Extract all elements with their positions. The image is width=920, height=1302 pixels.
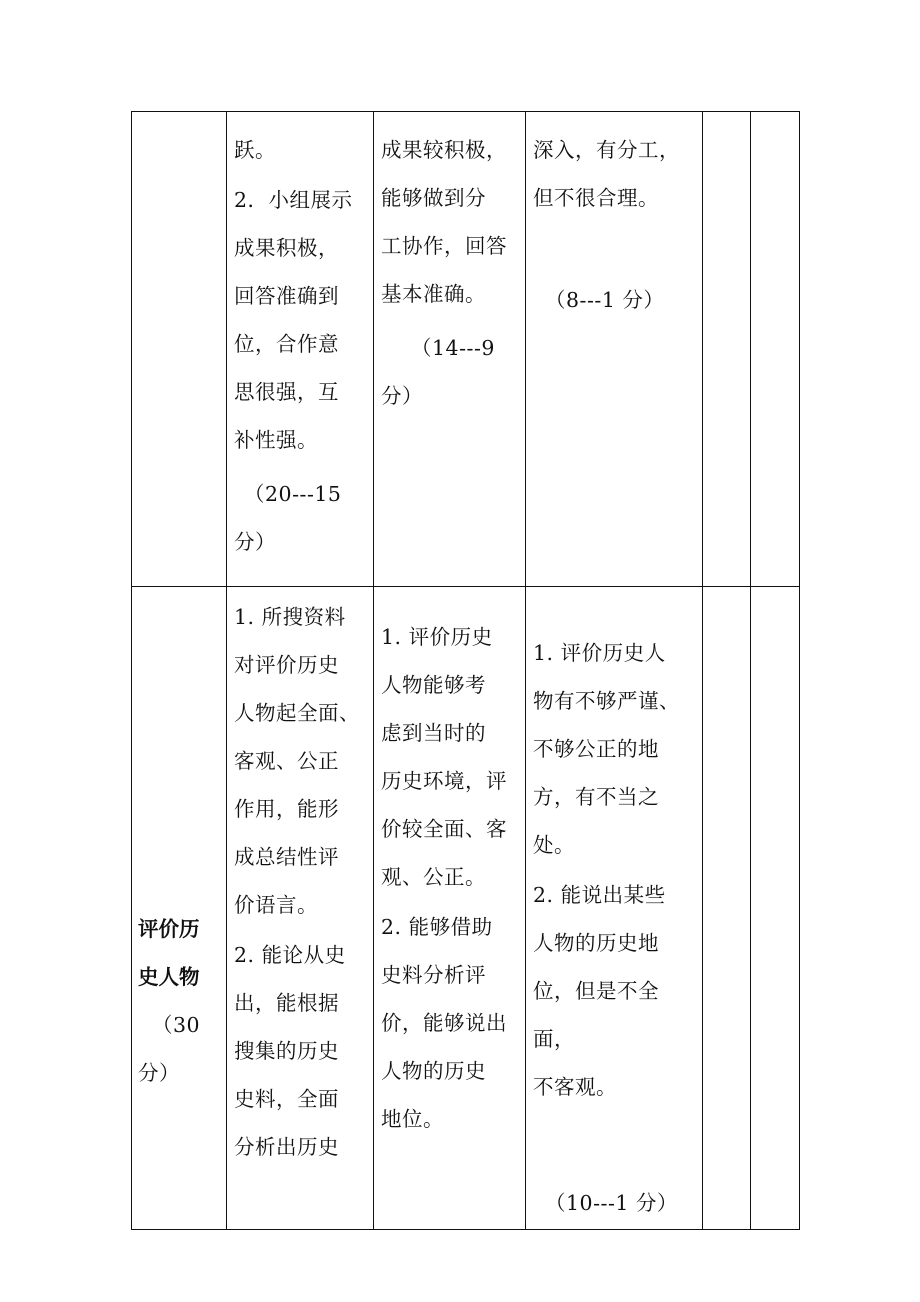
criterion-label-cell xyxy=(132,587,227,1230)
text-line: 人物起全面、 xyxy=(234,701,360,725)
fair-cell xyxy=(526,587,703,1230)
text-line: 人物的历史地 xyxy=(533,931,659,955)
fair-cell xyxy=(526,112,703,587)
text-line: 人物能够考 xyxy=(381,673,486,697)
text-line: 位，合作意 xyxy=(234,332,339,356)
excellent-cell xyxy=(227,112,374,587)
text-line: 跃。 xyxy=(234,138,276,162)
table-row xyxy=(132,587,800,1230)
text-line: 人物的历史 xyxy=(381,1059,486,1083)
score-range: （8---1 分） xyxy=(545,288,665,312)
text-line: 2．小组展示 xyxy=(234,188,353,212)
text-line: 补性强。 xyxy=(234,428,318,452)
good-cell xyxy=(374,112,526,587)
label-cell-empty xyxy=(132,112,227,587)
text-line: 不够公正的地 xyxy=(533,737,659,761)
score-unit: 分） xyxy=(381,384,423,408)
text-line: 思很强，互 xyxy=(234,380,339,404)
criterion-points-unit: 分） xyxy=(138,1061,180,1085)
text-line: 方，有不当之处。 xyxy=(533,785,659,857)
criterion-title: 评价历 xyxy=(138,917,200,941)
criterion-title: 史人物 xyxy=(138,965,200,989)
empty-cell xyxy=(703,587,751,1230)
score-unit: 分） xyxy=(234,530,276,554)
text-line: 出，能根据 xyxy=(234,991,339,1015)
text-line: 位，但是不全面， xyxy=(533,979,659,1051)
text-line: 价较全面、客 xyxy=(381,817,507,841)
text-line: 基本准确。 xyxy=(381,282,486,306)
text-line: 价，能够说出 xyxy=(381,1011,507,1035)
empty-cell xyxy=(703,112,751,587)
criterion-points: （30 xyxy=(152,1013,201,1037)
text-line: 2. 能说出某些 xyxy=(533,883,666,907)
text-line: 搜集的历史 xyxy=(234,1039,339,1063)
text-line: 但不很合理。 xyxy=(533,186,659,210)
text-line: 虑到当时的 xyxy=(381,721,486,745)
text-line: 分析出历史 xyxy=(234,1135,339,1159)
text-line: 对评价历史 xyxy=(234,653,339,677)
excellent-cell xyxy=(227,587,374,1230)
text-line: 不客观。 xyxy=(533,1075,617,1099)
text-line: 能够做到分 xyxy=(381,186,486,210)
score-range: （14---9 xyxy=(411,336,495,360)
text-line: 回答准确到 xyxy=(234,284,339,308)
empty-cell xyxy=(751,587,800,1230)
rubric-table xyxy=(131,111,800,1230)
text-line: 1. 评价历史人 xyxy=(533,641,666,665)
text-line: 观、公正。 xyxy=(381,865,486,889)
good-cell xyxy=(374,587,526,1230)
text-line: 史料，全面 xyxy=(234,1087,339,1111)
text-line: 价语言。 xyxy=(234,893,318,917)
text-line: 1. 所搜资料 xyxy=(234,605,346,629)
text-line: 成果较积极， xyxy=(381,138,507,162)
text-line: 深入，有分工， xyxy=(533,138,680,162)
text-line: 2. 能论从史 xyxy=(234,943,346,967)
text-line: 客观、公正 xyxy=(234,749,339,773)
table-row xyxy=(132,112,800,587)
text-line: 2. 能够借助 xyxy=(381,915,493,939)
text-line: 成果积极， xyxy=(234,236,339,260)
score-range: （10---1 分） xyxy=(545,1191,678,1215)
text-line: 成总结性评 xyxy=(234,845,339,869)
score-range: （20---15 xyxy=(244,482,342,506)
text-line: 作用，能形 xyxy=(234,797,339,821)
text-line: 1. 评价历史 xyxy=(381,625,493,649)
empty-cell xyxy=(751,112,800,587)
text-line: 历史环境，评 xyxy=(381,769,507,793)
text-line: 工协作，回答 xyxy=(381,234,507,258)
text-line: 物有不够严谨、 xyxy=(533,689,680,713)
text-line: 地位。 xyxy=(381,1107,444,1131)
text-line: 史料分析评 xyxy=(381,963,486,987)
